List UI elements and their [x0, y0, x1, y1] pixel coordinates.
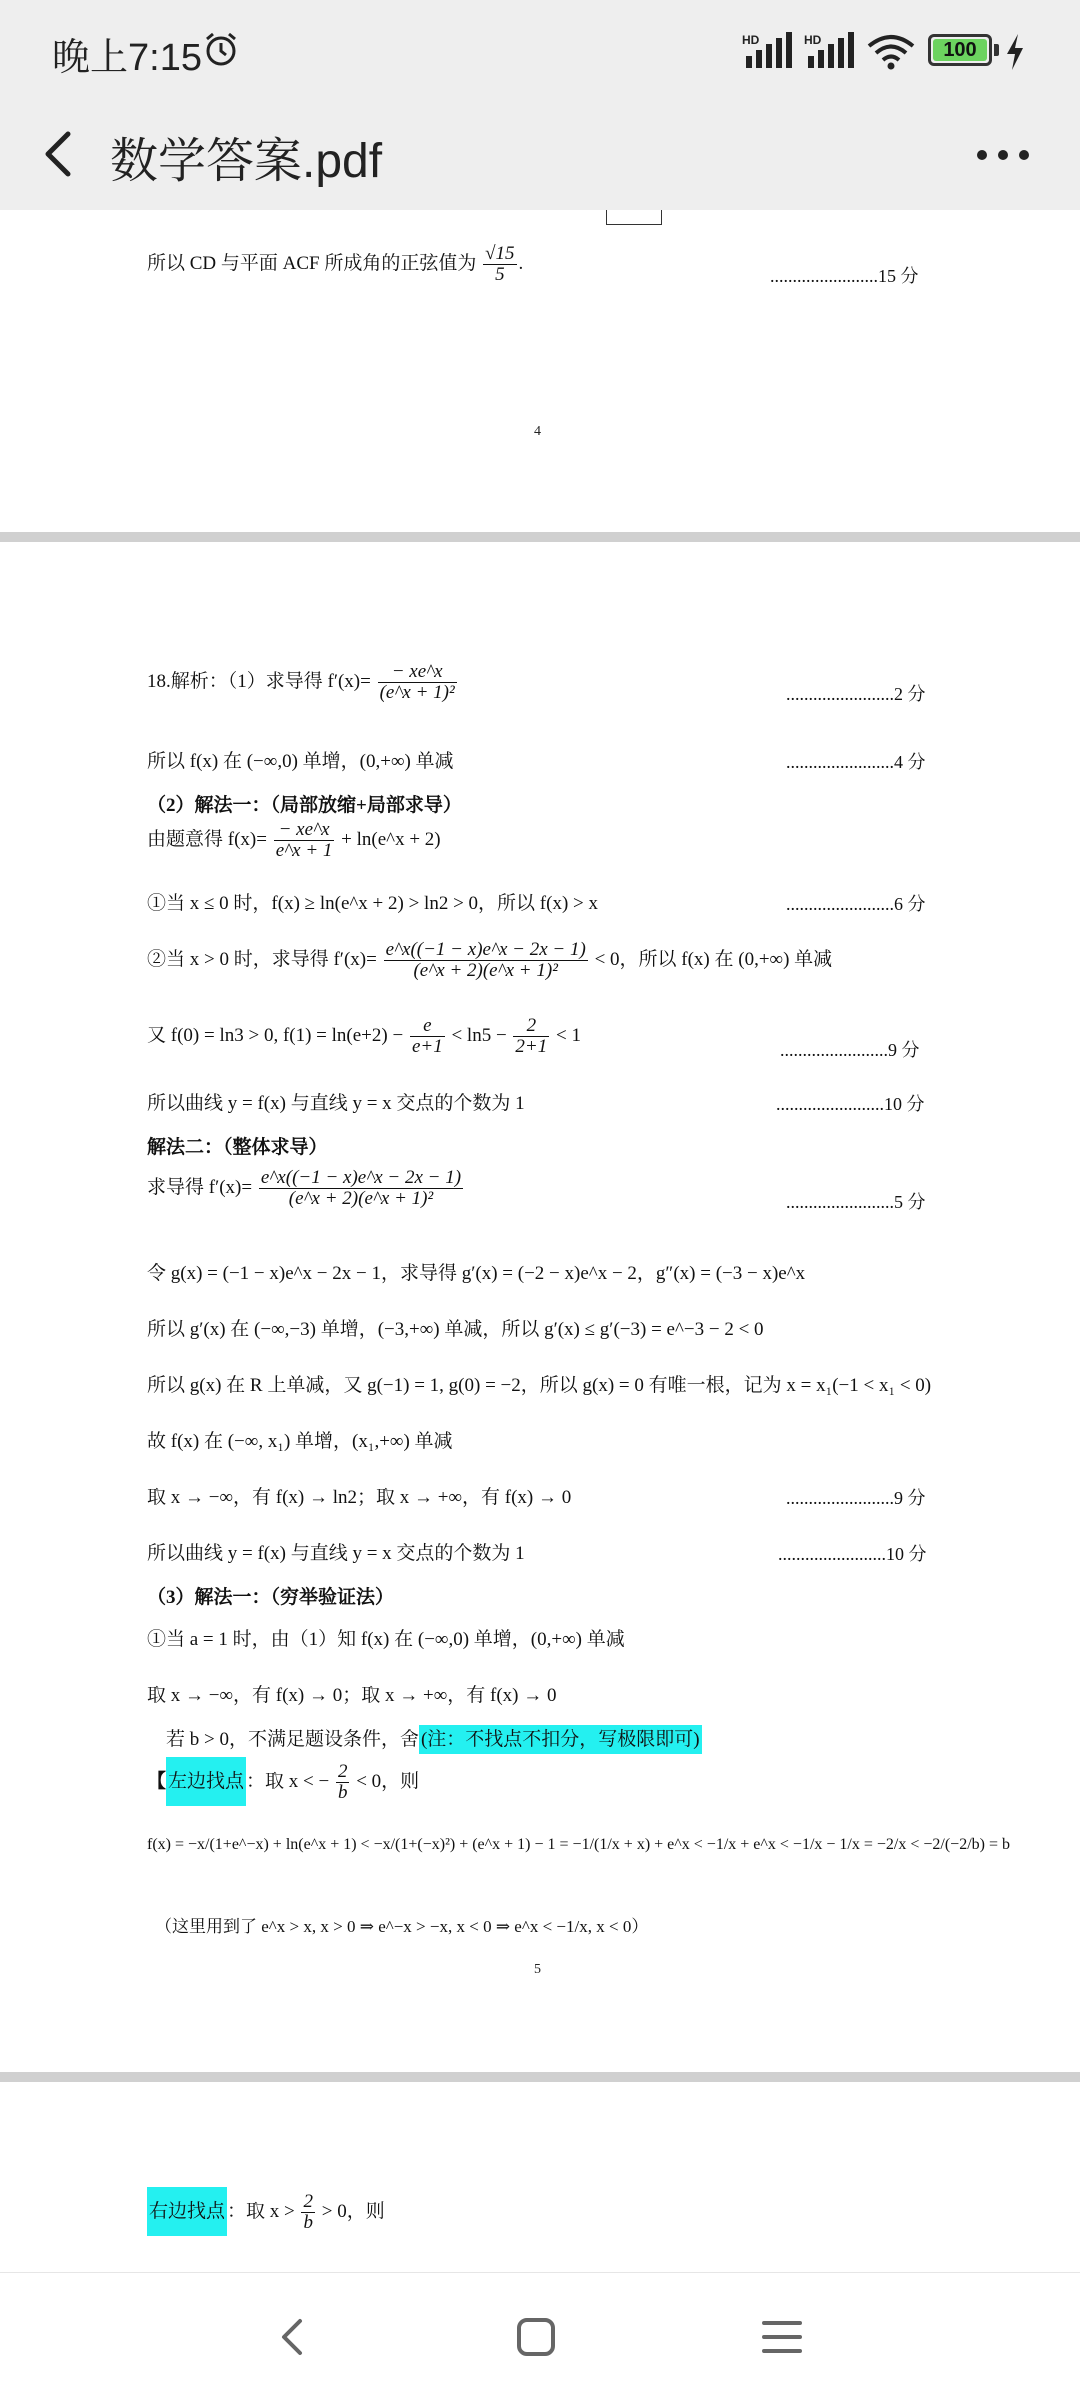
text-line: （这里用到了 e^x > x, x > 0 ⇒ e^−x > −x, x < 0 ⇒ e^x < −1/x, x < 0） [155, 1917, 649, 1936]
battery-icon [928, 34, 992, 66]
section-heading: （3）解法一：（穷举验证法） [147, 1587, 395, 1608]
document-title: 数学答案.pdf [110, 135, 383, 188]
signal-icon [804, 32, 862, 70]
page-separator [0, 2072, 1080, 2082]
text-line: 所以 g(x) 在 R 上单减，又 g(−1) = 1, g(0) = −2，所以 g(x) = 0 有唯一根，记为 x = x₁(−1 < x₁ < 0) [147, 1375, 932, 1396]
score-marker: ........................9 分 [786, 1488, 926, 1508]
text-line: 由题意得 f(x)= $\frac{- xe\^{}x}{e\^{}x + 1}$ + ln(e^x + 2) [147, 819, 441, 861]
status-bar [0, 0, 1080, 100]
text-line: 所以 f(x) 在 (−∞,0) 单增，(0,+∞) 单减 [147, 751, 454, 772]
fraction: $\frac{2}{b}$ [337, 1761, 348, 1803]
text-line: 所以 g′(x) 在 (−∞,−3) 单增，(−3,+∞) 单减，所以 g′(x) ≤ g′(−3) = e^−3 − 2 < 0 [147, 1319, 764, 1340]
pdf-page-4 [0, 210, 1080, 532]
page-4-figure-fragment [606, 210, 662, 225]
svg-text:HD: HD [804, 33, 822, 47]
text-line: 求导得 f′(x)= $\frac{e\^{}x((-1 - x)e\^{}x - 2x - 1)}{\text{(e\textasciicircum{}x + 2)(e\textasciicircum{}x + 1)²}}$ [147, 1167, 462, 1209]
battery-level: 100 [933, 39, 987, 61]
fraction: $\frac{2}{b}$ [303, 2191, 313, 2233]
page-separator [0, 532, 1080, 542]
fraction: $\frac{e}{e+1}$ [411, 1015, 443, 1057]
text-line: 取 x → −∞，有 f(x) → 0；取 x → +∞，有 f(x) → 0 [147, 1685, 557, 1706]
highlight: 右边找点 [147, 2187, 227, 2236]
nav-back-icon[interactable] [270, 2313, 318, 2361]
fraction: $\frac{√15}{5}$ [485, 243, 515, 285]
navigation-bar [0, 2272, 1080, 2401]
text-line: 故 f(x) 在 (−∞, x₁) 单增，(x₁,+∞) 单减 [147, 1431, 453, 1452]
section-heading: 解法二：（整体求导） [147, 1137, 328, 1158]
text-line: ②当 x > 0 时，求导得 f′(x)= $\frac{e\^{}x((-1 - x)e\^{}x - 2x - 1)}{\text{(e\textasciicircum{}x + 2)(e\textasciicircum{}x + 1)²}}$ < 0，所以 f(x) 在 (0,+∞) 单减 [147, 939, 833, 981]
section-heading: （2）解法一：（局部放缩+局部求导） [147, 795, 462, 816]
text-line: 【 左边找点 ：取 x < − $\frac{2}{b}$ < 0，则 [147, 1762, 419, 1803]
text-line: 所以曲线 y = f(x) 与直线 y = x 交点的个数为 1 [147, 1543, 525, 1564]
text-line: 取 x → −∞，有 f(x) → ln2；取 x → +∞，有 f(x) → 0 [147, 1487, 572, 1508]
text-line: 右边找点 ：取 x > $\frac{2}{b}$ > 0，则 [147, 2192, 385, 2233]
fraction: $\frac{- xe\^{}x}{\text{(e\textasciicircum{}x + 1)²}}$ [379, 661, 455, 703]
fraction: $\frac{e\^{}x((-1 - x)e\^{}x - 2x - 1)}{\text{(e\textasciicircum{}x + 2)(e\textasciicircum{}x + 1)²}}$ [385, 939, 586, 981]
more-options-button[interactable] [968, 130, 1038, 180]
text-line: 又 f(0) = ln3 > 0, f(1) = ln(e+2) − $\frac{e}{e+1}$ < ln5 − $\frac{2}{2+1}$ < 1 [147, 1015, 581, 1057]
highlight: (注：不找点不扣分，写极限即可) [419, 1725, 702, 1754]
nav-home-icon[interactable] [512, 2313, 560, 2361]
text-line: 18.解析：（1）求导得 f′(x)= $\frac{- xe\^{}x}{\text{(e\textasciicircum{}x + 1)²}}$ [147, 661, 455, 703]
score-marker: ........................10 分 [776, 1094, 925, 1114]
text-line: 若 b > 0，不满足题设条件，舍 (注：不找点不扣分，写极限即可) [166, 1724, 702, 1751]
text-line: 所以 CD 与平面 ACF 所成角的正弦值为 $\frac{√15}{5}$ . [147, 243, 524, 285]
score-marker: ........................4 分 [786, 752, 926, 772]
fraction: $\frac{- xe\^{}x}{e\^{}x + 1}$ [275, 819, 333, 861]
pdf-page-5 [0, 542, 1080, 2072]
nav-menu-icon[interactable] [758, 2313, 806, 2361]
svg-text:HD: HD [742, 33, 760, 47]
score-marker: ........................9 分 [780, 1040, 920, 1060]
back-button[interactable] [28, 122, 92, 186]
page-number: 4 [534, 424, 541, 439]
fraction: $\frac{e\^{}x((-1 - x)e\^{}x - 2x - 1)}{\text{(e\textasciicircum{}x + 2)(e\textasciicircum{}x + 1)²}}$ [260, 1167, 462, 1209]
highlight: 左边找点 [166, 1757, 246, 1806]
text-line: ①当 x ≤ 0 时，f(x) ≥ ln(e^x + 2) > ln2 > 0，所以 f(x) > x [147, 893, 598, 914]
text-line: 令 g(x) = (−1 − x)e^x − 2x − 1，求导得 g′(x) = (−2 − x)e^x − 2，g″(x) = (−3 − x)e^x [147, 1263, 806, 1284]
battery-tip [994, 44, 999, 56]
charging-bolt-icon [1004, 32, 1026, 72]
score-marker: ........................6 分 [786, 894, 926, 914]
score-marker: ........................15 分 [770, 266, 919, 286]
status-time: 晚上7:15 [52, 37, 202, 79]
text-line: 所以曲线 y = f(x) 与直线 y = x 交点的个数为 1 [147, 1093, 525, 1114]
text-line: f(x) = −x/(1+e^−x) + ln(e^x + 1) < −x/(1+(−x)²) + (e^x + 1) − 1 = −1/(1/x + x) + e^x < −1/x + e^x < −1/x − 1/x = −2/x < −2/(−2/b) = b [147, 1836, 1010, 1853]
text-line: ①当 a = 1 时，由（1）知 f(x) 在 (−∞,0) 单增，(0,+∞) 单减 [147, 1629, 625, 1650]
fraction: $\frac{2}{2+1}$ [515, 1015, 548, 1057]
page-number: 5 [534, 1962, 541, 1977]
signal-icon [742, 32, 800, 70]
alarm-icon [202, 30, 240, 68]
score-marker: ........................2 分 [786, 684, 926, 704]
wifi-icon [866, 34, 916, 70]
pdf-page-6 [0, 2082, 1080, 2272]
title-bar [0, 100, 1080, 210]
score-marker: ........................5 分 [786, 1192, 926, 1212]
score-marker: ........................10 分 [778, 1544, 927, 1564]
